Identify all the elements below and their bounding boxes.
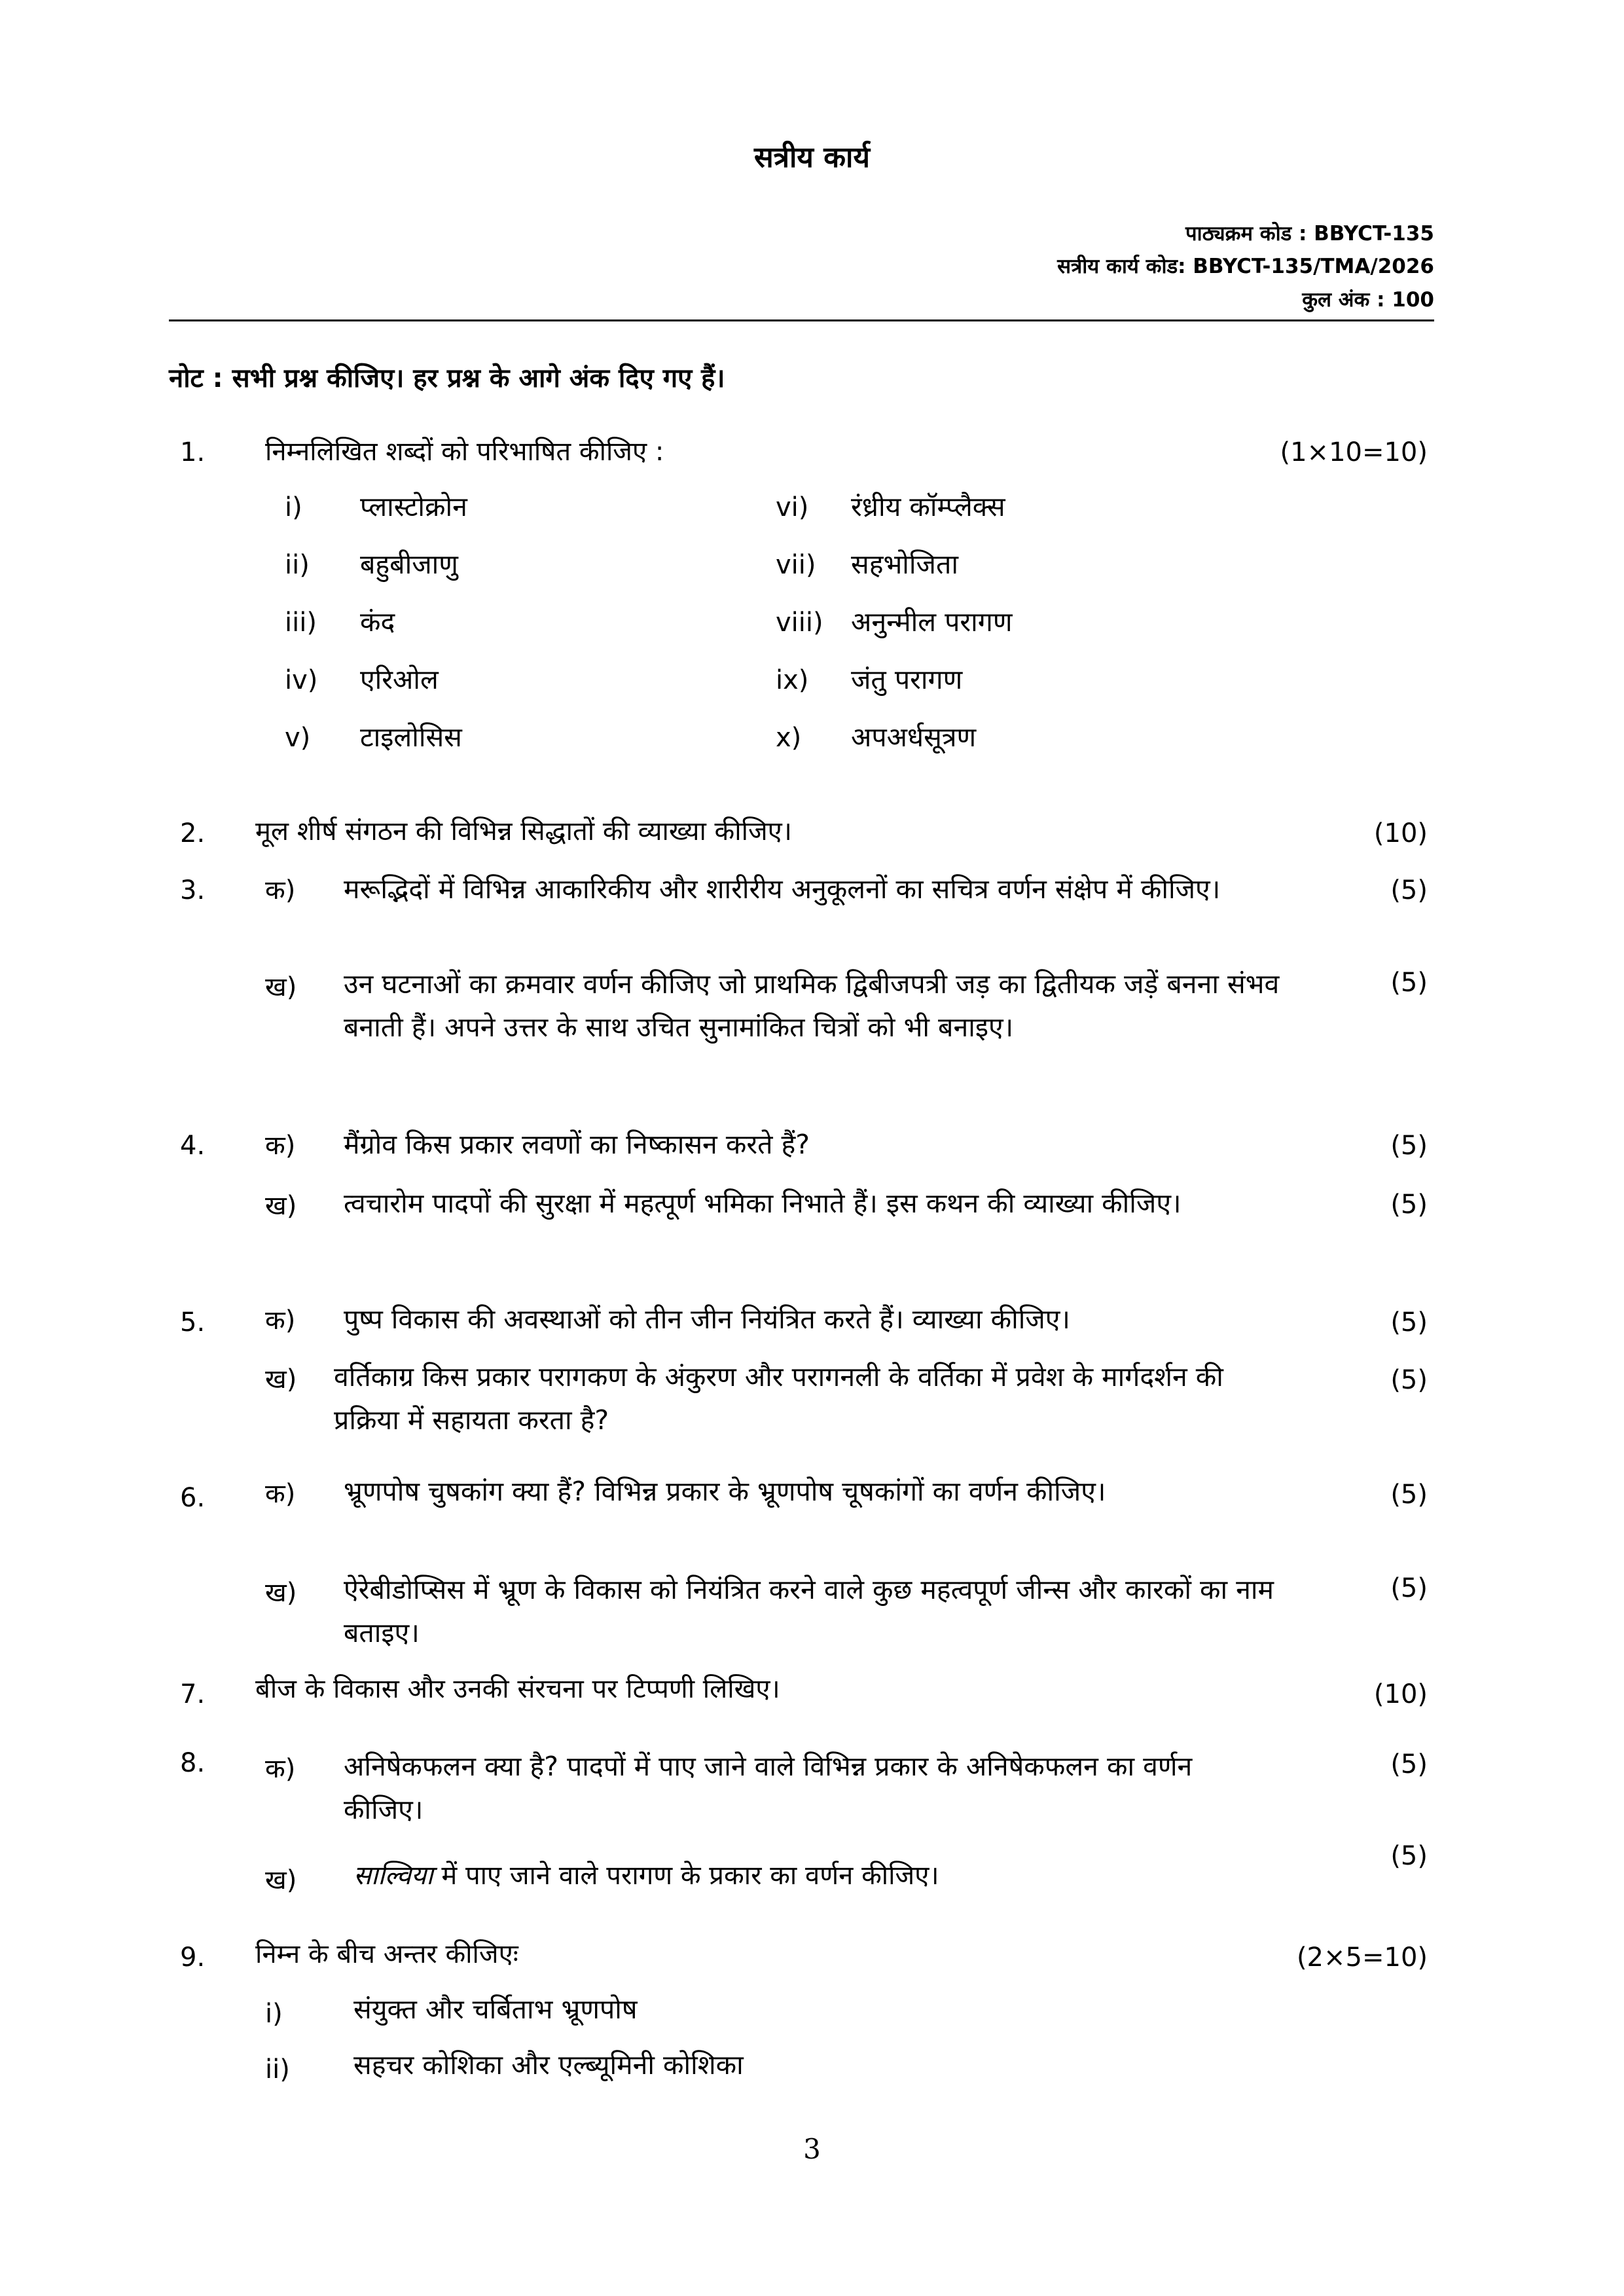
question-3a-text: मरूद्भिदों में विभिन्न आकारिकीय और शारीरीय अनुकूलनों का सचित्र वर्णन संक्षेप में कीजिए। [344,873,1221,905]
question-4-number: 4. [180,1131,206,1161]
question-6a-label: क) [265,1479,296,1509]
question-5-number: 5. [180,1307,206,1338]
question-4b-label: ख) [265,1191,297,1221]
question-6b-label: ख) [265,1578,297,1608]
question-3a-label: क) [265,875,296,905]
term-5: टाइलोसिस [360,721,462,753]
total-marks: कुल अंक : 100 [1302,288,1434,312]
term-4: एरिओल [360,664,439,695]
header-divider [169,319,1434,321]
question-5b-label: ख) [265,1364,297,1394]
question-6b-marks: (5) [1390,1573,1428,1603]
question-8b-text [353,1856,939,1892]
question-5b-text: वर्तिकाग्र किस प्रकार परागकण के अंकुरण और परागनली के वर्तिका में प्रवेश के मार्गदर्शन की प्रक्रिया में सहायता करता है? [334,1361,1223,1436]
question-6a-marks: (5) [1390,1480,1428,1510]
instructions-note: नोट : सभी प्रश्न कीजिए। हर प्रश्न के आगे अंक दिए गए हैं। [169,363,725,393]
question-2-number: 2. [180,818,206,848]
question-7-marks: (10) [1373,1679,1428,1709]
question-5a-marks: (5) [1390,1307,1428,1338]
question-5b-marks: (5) [1390,1365,1428,1395]
question-9-item-2-numeral: ii) [265,2054,290,2085]
question-8b-label: ख) [265,1865,297,1895]
term-2: बहुबीजाणु [360,549,458,580]
question-7-number: 7. [180,1679,206,1709]
question-5a-label: क) [265,1305,296,1336]
question-3b-label: ख) [265,972,297,1002]
question-8b-text-rest: में पाए जाने वाले परागण के प्रकार का वर्णन कीजिए। [433,1861,939,1891]
term-2-numeral: ii) [285,550,310,580]
term-3: कंद [360,606,395,638]
question-9-item-2: सहचर कोशिका और एल्ब्यूमिनी कोशिका [353,2049,744,2081]
term-4-numeral: iv) [285,665,318,695]
question-6-number: 6. [180,1483,206,1513]
question-8a-marks: (5) [1390,1749,1428,1779]
term-7-numeral: vii) [776,550,816,580]
question-9-marks: (2×5=10) [1296,1942,1428,1973]
question-3a-marks: (5) [1390,875,1428,905]
page-number: 3 [803,2133,821,2165]
question-6a-text: भ्रूणपोष चुषकांग क्या हैं? विभिन्न प्रकार के भ्रूणपोष चूषकांगों का वर्णन कीजिए। [344,1476,1106,1507]
question-7-text: बीज के विकास और उनकी संरचना पर टिप्पणी लिखिए। [255,1674,780,1704]
question-3b-marks: (5) [1390,968,1428,998]
question-4b-marks: (5) [1390,1190,1428,1220]
question-8b-marks: (5) [1390,1841,1428,1871]
question-4a-text: मैंग्रोव किस प्रकार लवणों का निष्कासन करते हैं? [344,1129,810,1160]
question-4a-marks: (5) [1390,1131,1428,1161]
question-5a-text: पुष्प विकास की अवस्थाओं को तीन जीन नियंत्रित करते हैं। व्याख्या कीजिए। [344,1303,1070,1335]
question-4b-text: त्वचारोम पादपों की सुरक्षा में महत्पूर्ण भमिका निभाते हैं। इस कथन की व्याख्या कीजिए। [344,1188,1182,1219]
question-8b-italic-term: साल्विया [353,1861,433,1891]
question-1-marks: (1×10=10) [1280,437,1428,467]
term-8-numeral: viii) [776,608,823,638]
question-3b-text: उन घटनाओं का क्रमवार वर्णन कीजिए जो प्राथमिक द्विबीजपत्री जड़ का द्वितीयक जड़ें बनना संभव बनाती हैं। अपने उत्तर के साथ उचित सुनामांकित चित्रों को भी बनाइए। [344,968,1280,1043]
question-8a-text: अनिषेकफलन क्या है? पादपों में पाए जाने वाले विभिन्न प्रकार के अनिषेकफलन का वर्णन कीजिए। [344,1751,1193,1825]
term-10: अपअर्धसूत्रण [851,721,977,753]
question-3-number: 3. [180,875,206,905]
question-8a-label: क) [265,1754,296,1784]
course-code: पाठ्यक्रम कोड : BBYCT-135 [1185,222,1434,246]
page-title: सत्रीय कार्य [754,141,870,174]
question-2-text: मूल शीर्ष संगठन की विभिन्न सिद्धातों की व्याख्या कीजिए। [255,816,792,847]
term-10-numeral: x) [776,723,802,753]
term-1-numeral: i) [285,492,302,522]
question-9-number: 9. [180,1942,206,1973]
term-5-numeral: v) [285,723,311,753]
assignment-code: सत्रीय कार्य कोड: BBYCT-135/TMA/2026 [1057,255,1434,278]
question-2-marks: (10) [1373,818,1428,848]
term-9-numeral: ix) [776,665,809,695]
question-9-item-1-numeral: i) [265,1999,283,2029]
term-8: अनुन्मील परागण [851,606,1013,638]
question-6b-text: ऐरेबीडोप्सिस में भ्रूण के विकास को नियंत्रित करने वाले कुछ महत्वपूर्ण जीन्स और कारकों का नाम बताइए। [344,1574,1274,1649]
term-1: प्लास्टोक्रोन [360,491,467,522]
term-7: सहभोजिता [851,549,958,580]
term-9: जंतु परागण [851,664,963,695]
question-4a-label: क) [265,1131,296,1161]
question-1-number: 1. [180,437,206,467]
question-9-item-1: संयुक्त और चर्बिताभ भ्रूणपोष [353,1994,638,2025]
question-1-text: निम्नलिखित शब्दों को परिभाषित कीजिए : [265,437,664,467]
term-6: रंध्रीय कॉम्प्लैक्स [851,491,1005,522]
term-6-numeral: vi) [776,492,809,522]
question-9-text: निम्न के बीच अन्तर कीजिएः [255,1939,518,1969]
question-8-number: 8. [180,1748,206,1778]
term-3-numeral: iii) [285,608,317,638]
